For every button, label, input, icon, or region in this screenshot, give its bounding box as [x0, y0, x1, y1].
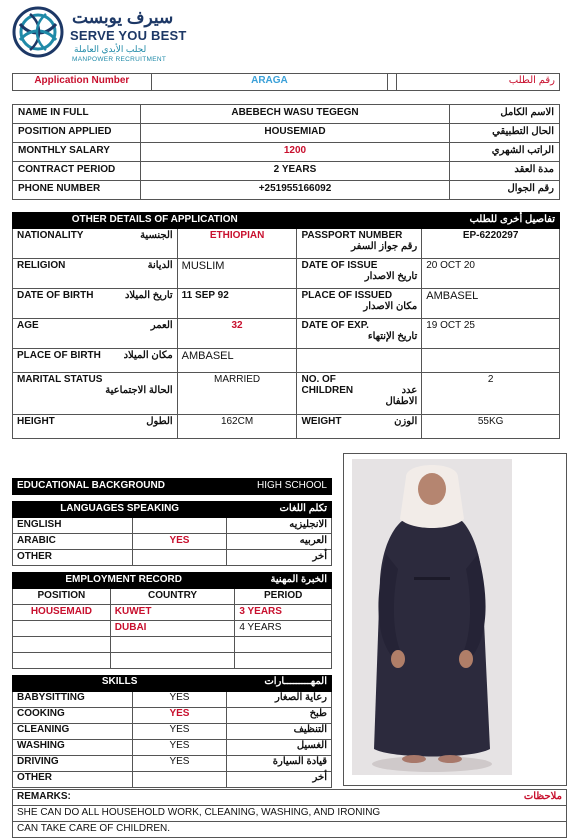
birth-place-value: AMBASEL: [177, 349, 297, 373]
logo-english-name: SERVE YOU BEST: [70, 28, 187, 43]
employment-position: HOUSEMAID: [13, 605, 111, 621]
application-number-value: ARAGA: [151, 74, 388, 91]
logo-arabic-name: سيرف يوبست: [72, 8, 174, 27]
dob-label-ar: تاريخ الميلاد: [124, 290, 173, 301]
personal-label: MONTHLY SALARY: [13, 143, 141, 162]
skill-name-ar: التنظيف: [227, 724, 332, 740]
skill-row: [13, 740, 332, 756]
language-name-ar: العربيه: [227, 534, 332, 550]
birth-place-label: PLACE OF BIRTH: [17, 350, 101, 361]
employment-row: [13, 637, 332, 653]
other-details-title: OTHER DETAILS OF APPLICATION: [13, 213, 297, 229]
age-label: AGE: [17, 320, 39, 331]
skill-value: YES: [132, 740, 227, 756]
employment-header-period: PERIOD: [235, 589, 332, 605]
personal-label: NAME IN FULL: [13, 105, 141, 124]
skill-value: YES: [132, 756, 227, 772]
language-name-ar: الانجليزيه: [227, 518, 332, 534]
personal-row: [13, 181, 560, 200]
dob-value: 11 SEP 92: [177, 289, 297, 319]
personal-row: [13, 143, 560, 162]
skills-title-ar: المهـــــــــارات: [227, 676, 332, 692]
language-row: [13, 518, 332, 534]
personal-label-ar: الراتب الشهري: [450, 143, 560, 162]
personal-value: ABEBECH WASU TEGEGN: [140, 105, 449, 124]
education-value: HIGH SCHOOL: [233, 479, 332, 495]
skill-value: YES: [132, 692, 227, 708]
dob-label: DATE OF BIRTH: [17, 290, 94, 301]
remarks-table: [12, 789, 567, 838]
skill-name: BABYSITTING: [13, 692, 133, 708]
skill-name: OTHER: [13, 772, 133, 788]
skill-row: [13, 772, 332, 788]
personal-label: PHONE NUMBER: [13, 181, 141, 200]
religion-value: MUSLIM: [177, 259, 297, 289]
employment-country: DUBAI: [110, 621, 235, 637]
birth-place-label-ar: مكان الميلاد: [123, 350, 173, 361]
skill-name-ar: أخر: [227, 772, 332, 788]
height-label: HEIGHT: [17, 416, 55, 427]
personal-label: POSITION APPLIED: [13, 124, 141, 143]
personal-row: [13, 105, 560, 124]
skill-name-ar: الغسيل: [227, 740, 332, 756]
remarks-line: CAN TAKE CARE OF CHILDREN.: [13, 822, 567, 838]
remarks-label-ar: ملاحظات: [523, 791, 562, 802]
skills-table: [12, 675, 332, 788]
company-logo: [12, 6, 212, 66]
children-value: 2: [422, 373, 560, 415]
passport-value: EP-6220297: [422, 229, 560, 259]
employment-title: EMPLOYMENT RECORD: [13, 573, 235, 589]
skill-row: [13, 692, 332, 708]
application-number-label-ar: رقم الطلب: [397, 74, 560, 91]
employment-period: 3 YEARS: [235, 605, 332, 621]
languages-table: [12, 501, 332, 566]
age-label-ar: العمر: [150, 320, 173, 331]
skill-name: WASHING: [13, 740, 133, 756]
logo-english-subtitle: MANPOWER RECRUITMENT: [72, 56, 167, 63]
skill-value: [132, 772, 227, 788]
religion-label: RELIGION: [17, 260, 66, 271]
nationality-label-ar: الجنسية: [140, 230, 173, 241]
issue-date-value: 20 OCT 20: [422, 259, 560, 289]
education-label: EDUCATIONAL BACKGROUND: [13, 479, 233, 495]
language-name: OTHER: [13, 550, 133, 566]
nationality-value: ETHIOPIAN: [177, 229, 297, 259]
skill-name: DRIVING: [13, 756, 133, 772]
remarks-label: REMARKS:: [17, 791, 71, 802]
logo-arabic-subtitle: لجلب الأيدي العاملة: [74, 44, 147, 54]
personal-label-ar: الحال التطبيقي: [450, 124, 560, 143]
employment-period: 4 YEARS: [235, 621, 332, 637]
weight-value: 55KG: [422, 415, 560, 439]
language-value: [132, 550, 227, 566]
language-value: [132, 518, 227, 534]
other-details-title-ar: تفاصيل أخرى للطلب: [297, 213, 560, 229]
education-table: [12, 478, 332, 495]
children-label-ar-2: الاطفال: [385, 396, 418, 407]
personal-value: 1200: [140, 143, 449, 162]
marital-value: MARRIED: [177, 373, 297, 415]
applicant-figure-icon: [352, 459, 512, 775]
personal-label-ar: مدة العقد: [450, 162, 560, 181]
application-number-row: [12, 73, 560, 91]
skill-name-ar: قيادة السيارة: [227, 756, 332, 772]
skill-row: [13, 708, 332, 724]
expiry-label-ar: تاريخ الإنتهاء: [367, 331, 418, 342]
personal-label-ar: الاسم الكامل: [450, 105, 560, 124]
languages-title-ar: تكلم اللغات: [227, 502, 332, 518]
skill-row: [13, 756, 332, 772]
children-label-2: CHILDREN: [301, 385, 354, 396]
children-label-ar: عدد: [401, 385, 418, 396]
applicant-photo: [352, 459, 512, 775]
issue-date-label-ar: تاريخ الاصدار: [364, 271, 418, 282]
language-value: YES: [132, 534, 227, 550]
personal-info-table: [12, 104, 560, 200]
passport-label-ar: رقم جواز السفر: [351, 241, 418, 252]
weight-label-ar: الوزن: [394, 416, 418, 427]
application-number-label: Application Number: [13, 74, 152, 91]
religion-label-ar: الديانة: [147, 260, 173, 271]
languages-title: LANGUAGES SPEAKING: [13, 502, 227, 518]
remarks-line: SHE CAN DO ALL HOUSEHOLD WORK, CLEANING, WASHING, AND IRONING: [13, 806, 567, 822]
age-value: 32: [177, 319, 297, 349]
employment-row: [13, 653, 332, 669]
employment-header-country: COUNTRY: [110, 589, 235, 605]
language-row: [13, 550, 332, 566]
language-name-ar: أخر: [227, 550, 332, 566]
issue-place-value: AMBASEL: [422, 289, 560, 319]
children-label: NO. OF: [301, 374, 336, 385]
height-label-ar: الطول: [146, 416, 173, 427]
employment-country: KUWET: [110, 605, 235, 621]
issue-place-label: PLACE OF ISSUED: [301, 290, 393, 301]
language-row: [13, 534, 332, 550]
issue-date-label: DATE OF ISSUE: [301, 260, 378, 271]
skill-name: COOKING: [13, 708, 133, 724]
nationality-label: NATIONALITY: [17, 230, 84, 241]
issue-place-label-ar: مكان الاصدار: [363, 301, 418, 312]
skill-name-ar: رعاية الصغار: [227, 692, 332, 708]
employment-position: [13, 621, 111, 637]
personal-value: +251955166092: [140, 181, 449, 200]
weight-label: WEIGHT: [301, 416, 342, 427]
height-value: 162CM: [177, 415, 297, 439]
employment-title-ar: الخبرة المهنية: [235, 573, 332, 589]
employment-row: [13, 621, 332, 637]
expiry-label: DATE OF EXP.: [301, 320, 369, 331]
logo-emblem-icon: [12, 6, 64, 58]
personal-label-ar: رقم الجوال: [450, 181, 560, 200]
passport-label: PASSPORT NUMBER: [301, 230, 403, 241]
marital-label: MARITAL STATUS: [17, 374, 103, 385]
personal-row: [13, 162, 560, 181]
skill-value: YES: [132, 724, 227, 740]
personal-value: 2 YEARS: [140, 162, 449, 181]
employment-row: [13, 605, 332, 621]
personal-label: CONTRACT PERIOD: [13, 162, 141, 181]
expiry-value: 19 OCT 25: [422, 319, 560, 349]
other-details-table: [12, 212, 560, 439]
skill-value: YES: [132, 708, 227, 724]
language-name: ARABIC: [13, 534, 133, 550]
skill-name-ar: طبخ: [227, 708, 332, 724]
skill-name: CLEANING: [13, 724, 133, 740]
personal-row: [13, 124, 560, 143]
employment-header-position: POSITION: [13, 589, 111, 605]
language-name: ENGLISH: [13, 518, 133, 534]
personal-value: HOUSEMIAD: [140, 124, 449, 143]
employment-table: [12, 572, 332, 669]
skill-row: [13, 724, 332, 740]
skills-title: SKILLS: [13, 676, 227, 692]
marital-label-ar: الحالة الاجتماعية: [105, 385, 173, 396]
